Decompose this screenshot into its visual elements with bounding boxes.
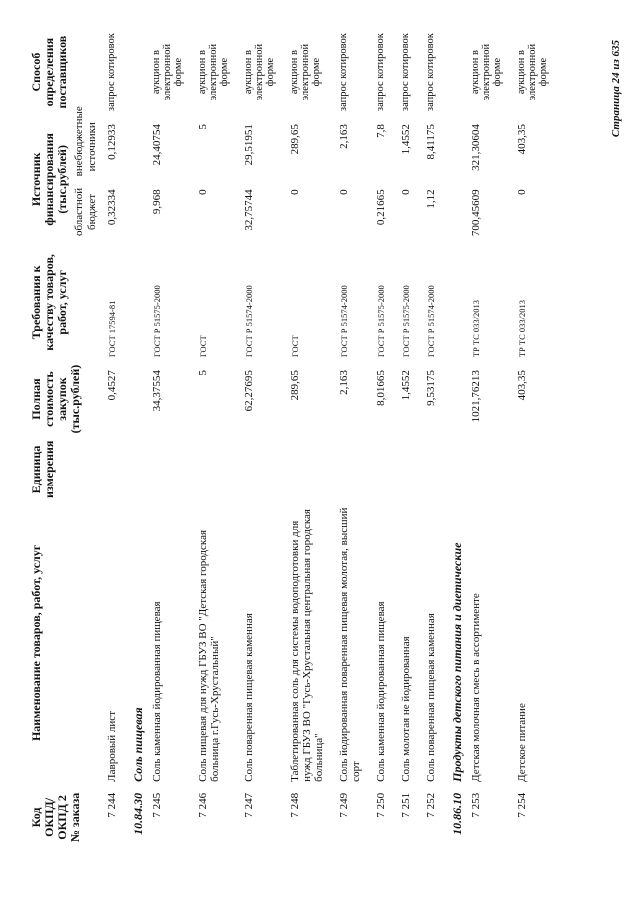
group-code: 10.84.30 (131, 792, 145, 835)
page-number: Страница 24 из 635 (610, 40, 622, 138)
row-extra: 2,163 (338, 124, 350, 149)
row-requirements: ТР ТС 033/2013 (517, 300, 527, 358)
row-name: Соль йодированная поваренная пищевая молотая, высший сорт (338, 507, 362, 782)
row-code: 7 248 (289, 792, 301, 818)
row-method: запрос котировок (338, 33, 349, 112)
group-name: Соль пищевая (131, 707, 145, 782)
row-requirements: ТР ТС 033/2013 (471, 300, 481, 358)
row-unit (370, 438, 395, 501)
table-row (395, 30, 420, 850)
row-unit (465, 438, 511, 501)
table-row (238, 30, 284, 850)
header-name: Наименование товаров, работ, услуг (29, 544, 43, 742)
row-extra: 24,40754 (151, 124, 163, 166)
row-regional: 0 (289, 189, 301, 195)
row-extra: 7,8 (375, 124, 387, 138)
header-unit: Единица измерения (29, 440, 56, 498)
row-unit (333, 438, 370, 501)
row-cost: 5 (197, 370, 209, 376)
row-code: 7 253 (470, 792, 482, 818)
row-extra: 8,41175 (425, 124, 437, 160)
row-extra: 321,30604 (470, 124, 482, 171)
row-name: Лавровый лист (106, 711, 118, 782)
row-code: 7 247 (243, 792, 255, 818)
row-cost: 8,01665 (375, 370, 387, 406)
row-method: аукцион в электронной форме (243, 43, 276, 101)
header-method: Способ определения поставщиков (29, 35, 69, 109)
table-row (333, 30, 370, 850)
row-extra: 289,65 (289, 124, 301, 155)
row-unit (395, 438, 420, 501)
group-row (126, 30, 146, 850)
table-row (511, 30, 557, 850)
row-code: 7 244 (106, 792, 118, 818)
header-cost: Полная стоимость закупок (тыс.рублей) (29, 364, 82, 434)
row-requirements: ГОСТ 17594-81 (107, 300, 117, 358)
row-extra: 1,4552 (400, 124, 412, 155)
row-requirements: ГОСТ Р 51574-2000 (426, 285, 436, 358)
row-regional: 32,75744 (243, 189, 255, 231)
procurement-table (28, 30, 557, 850)
row-name: Детская молочная смесь в ассортименте (470, 593, 482, 782)
row-unit (238, 438, 284, 501)
row-regional: 0,21665 (375, 189, 387, 226)
row-regional: 0 (197, 189, 209, 195)
row-regional: 0 (400, 189, 412, 195)
row-method: запрос котировок (425, 33, 436, 112)
row-name: Соль поваренная пищевая каменная (425, 613, 437, 782)
row-method: аукцион в электронной форме (470, 43, 503, 101)
row-cost: 1,4552 (400, 370, 412, 401)
table-row (101, 30, 126, 850)
table-row (284, 30, 333, 850)
table-row (420, 30, 445, 850)
header-code: Код ОКПД/ ОКПД 2 № заказа (29, 792, 82, 843)
row-name: Таблетированная соль для системы водоподготовки для нужд ГБУЗ ВО "Гусь-Хрустальная центральная городская больница" (289, 509, 325, 782)
row-cost: 2,163 (338, 370, 350, 395)
row-unit (420, 438, 445, 501)
row-unit (146, 438, 192, 501)
row-code: 7 250 (375, 792, 387, 818)
row-code: 7 246 (197, 792, 209, 818)
row-unit (101, 438, 126, 501)
table-row (465, 30, 511, 850)
row-extra: 0,12933 (106, 124, 118, 160)
row-requirements: ГОСТ Р 51575-2000 (376, 285, 386, 358)
row-cost: 34,37554 (151, 370, 163, 412)
row-name: Соль пищевая для нужд ГБУЗ ВО "Детская городская больница г.Гусь-Хрустальный" (197, 529, 221, 782)
row-code: 7 251 (400, 792, 412, 818)
row-regional: 9,968 (151, 189, 163, 215)
row-method: запрос котировок (106, 33, 117, 112)
table-row (146, 30, 192, 850)
row-code: 7 245 (151, 792, 163, 818)
row-name: Детское питание (516, 703, 528, 782)
row-regional: 0 (338, 189, 350, 195)
row-cost: 9,53175 (425, 370, 437, 406)
row-regional: 0 (516, 189, 528, 195)
row-cost: 289,65 (289, 370, 301, 401)
row-requirements: ГОСТ Р 51575-2000 (401, 285, 411, 358)
row-cost: 0,4527 (106, 370, 118, 401)
row-method: аукцион в электронной форме (516, 43, 549, 101)
header-finance: Источник финансирования (тыс.рублей) (29, 133, 69, 226)
row-unit (284, 438, 333, 501)
row-code: 7 249 (338, 792, 350, 818)
row-method: аукцион в электронной форме (151, 43, 184, 101)
row-name: Соль поваренная пищевая каменная (243, 613, 255, 782)
table-header-row (28, 30, 71, 850)
row-extra: 403,35 (516, 124, 528, 155)
row-name: Соль молотая не йодированная (400, 636, 412, 782)
row-method: запрос котировок (400, 33, 411, 112)
row-extra: 29,51951 (243, 124, 255, 166)
row-name: Соль каменная йодированная пищевая (375, 601, 387, 782)
row-regional: 0,32334 (106, 189, 118, 226)
row-name: Соль каменная йодированная пищевая (151, 601, 163, 782)
row-regional: 700,45609 (470, 189, 482, 237)
row-code: 7 254 (516, 792, 528, 818)
row-requirements: ГОСТ Р 51575-2000 (152, 285, 162, 358)
row-unit (511, 438, 557, 501)
header-regional-budget: областной бюджет (73, 187, 98, 237)
row-method: аукцион в электронной форме (289, 43, 322, 101)
row-requirements: ГОСТ Р 51574-2000 (244, 285, 254, 358)
row-cost: 62,27695 (243, 370, 255, 412)
row-requirements: ГОСТ Р 51574-2000 (339, 285, 349, 358)
row-cost: 403,35 (516, 370, 528, 401)
row-regional: 1,12 (425, 189, 437, 209)
row-code: 7 252 (425, 792, 437, 818)
row-requirements: ГОСТ (290, 335, 300, 358)
table-row (192, 30, 238, 850)
group-code: 10.86.10 (450, 792, 464, 835)
row-requirements: ГОСТ (198, 335, 208, 358)
row-cost: 1021,76213 (470, 370, 482, 423)
row-unit (192, 438, 238, 501)
group-name: Продукты детского питания и диетические (450, 542, 464, 782)
row-method: аукцион в электронной форме (197, 43, 230, 101)
header-requirements: Требования к качеству товаров, работ, услуг (29, 254, 69, 351)
row-method: запрос котировок (375, 33, 386, 112)
row-extra: 5 (197, 124, 209, 130)
table-row (370, 30, 395, 850)
group-row (445, 30, 465, 850)
header-extra-sources: внебюджетные источники (73, 106, 98, 177)
